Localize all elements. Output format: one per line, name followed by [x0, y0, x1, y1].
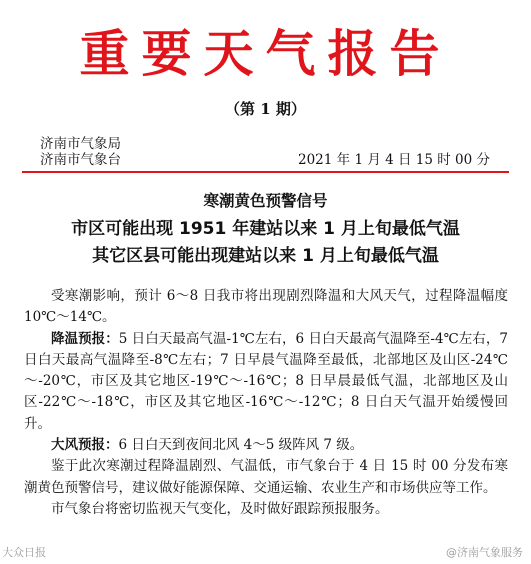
cooling-forecast-text: 5 日白天最高气温-1℃左右，6 日白天最高气温降至-4℃左右，7 日白天最高气温降至-8℃左右；7 日早晨气温降至最低，北部地区及山区-24℃～-20℃，市区及其它地区-19℃～-16℃；8 日早晨最低气温，北部地区及山区-22℃～-18℃，市区及其它地区-16℃～-12℃；8 日白天气温开始缓慢回升。	[24, 330, 508, 432]
header-divider	[22, 171, 509, 173]
headline-counties: 其它区县可能出现建站以来 1 月上旬最低气温	[92, 246, 439, 266]
wind-forecast-paragraph	[24, 435, 508, 456]
weibo-watermark: @济南气象服务	[446, 546, 523, 559]
report-masthead: 重要天气报告	[79, 25, 452, 83]
intro-paragraph: 受寒潮影响，预计 6～8 日我市将出现剧烈降温和大风天气，过程降温幅度 10℃～14℃。	[24, 288, 508, 326]
newspaper-watermark: 大众日报	[2, 546, 46, 559]
cooling-forecast-paragraph	[24, 329, 508, 435]
issue-number: （第 1 期）	[225, 100, 306, 118]
report-body	[24, 286, 508, 520]
issue-date: 2021 年 1 月 4 日 15 时 00 分	[298, 152, 491, 168]
warning-title: 寒潮黄色预警信号	[203, 192, 328, 210]
wind-forecast-text: 6 日白天到夜间北风 4～5 级阵风 7 级。	[118, 437, 364, 454]
closing-paragraph: 市气象台将密切监视天气变化，及时做好跟踪预报服务。	[51, 500, 389, 517]
cooling-forecast-label: 降温预报：	[51, 330, 119, 347]
warning-paragraph: 鉴于此次寒潮过程降温剧烈、气温低，市气象台于 4 日 15 时 00 分发布寒潮黄色预警信号，建议做好能源保障、交通运输、农业生产和市场供应等工作。	[24, 458, 508, 496]
issuer-observatory: 济南市气象台	[40, 152, 121, 168]
wind-forecast-label: 大风预报：	[51, 437, 119, 454]
issuer-bureau: 济南市气象局	[40, 136, 121, 152]
headline-city: 市区可能出现 1951 年建站以来 1 月上旬最低气温	[71, 219, 460, 239]
